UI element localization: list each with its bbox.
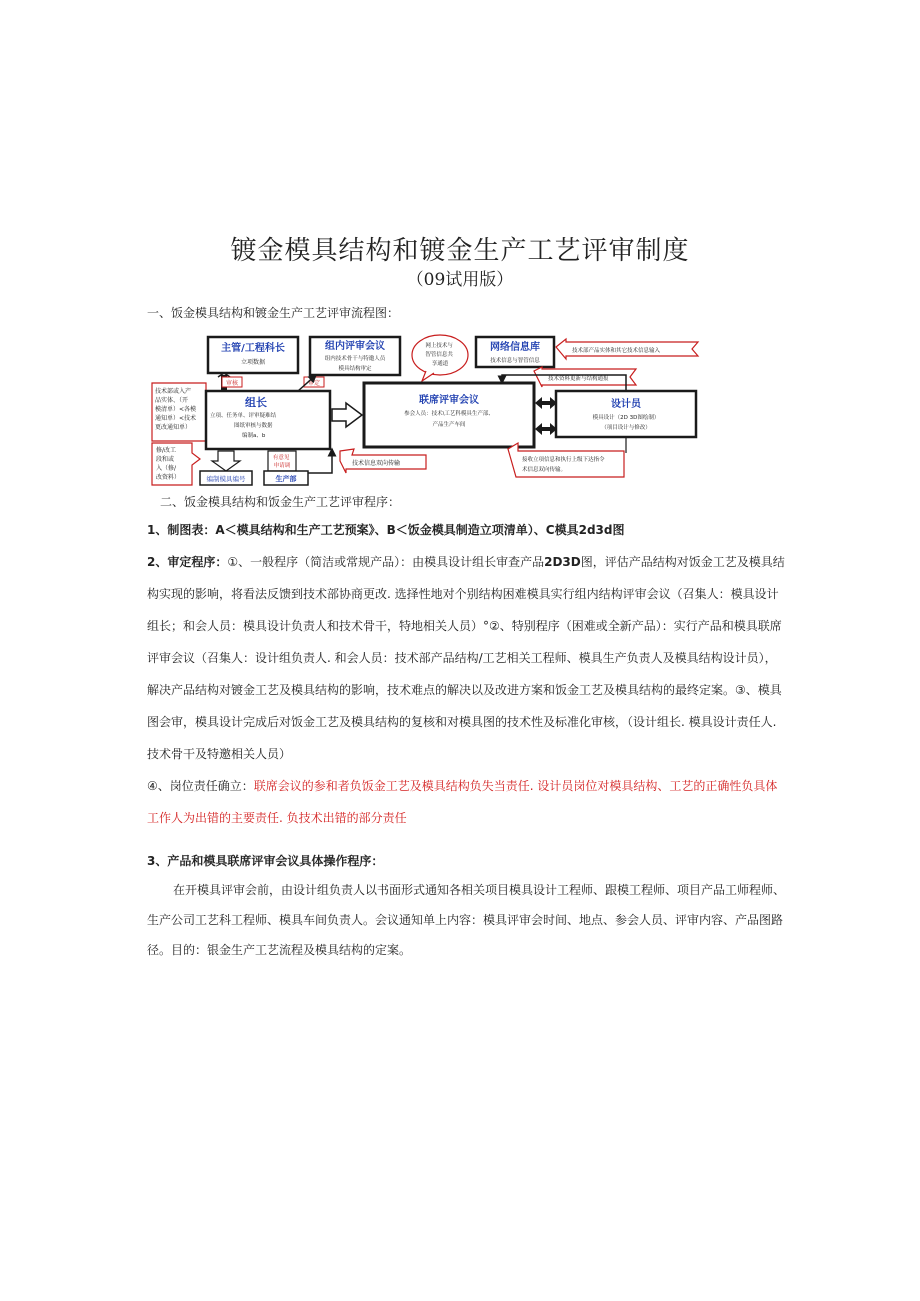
box-group-review-sub2: 模具结构审定 (338, 366, 372, 372)
box-joint-title: 联席评审会议 (419, 395, 479, 406)
box-leader-sub-line: 编制a、b (242, 433, 266, 439)
arrow-tech-input-label: 技术部产品实体和其它技术信息输入 (572, 348, 661, 354)
box-network (476, 337, 554, 367)
box-group-review (310, 337, 400, 375)
item-3-body-text: 在开模具评审会前，由设计组负责人以书面形式通知各相关项目模具设计工程师、跟模工程师、项目产品工师程师、生产公司工艺科工程师、模具车间负责人。会议通知单上内容：模具评审会时间、地点、参会人员、评审内容、产品图路径。目的：银金生产工艺流程及模具结构的定案。 (147, 883, 786, 957)
flowchart (146, 333, 702, 488)
section-1-heading: 一、饭金模具结构和镀金生产工艺评审流程图： (147, 306, 400, 320)
side-note-1-line: 模清单）<各模 (155, 406, 197, 413)
note-sync-bubble (412, 335, 468, 381)
arrow-receive-line: 接收立项信息和执行上级下达指令 (522, 457, 605, 463)
box-designer-sub2: （项目设计与修改） (601, 425, 651, 431)
arrow-info-both-label: 技术信息双向传输 (352, 460, 401, 467)
item-2 (147, 546, 787, 770)
connector-production-joint (308, 449, 332, 473)
item-4-prefix: ④、岗位责任确立： (147, 779, 254, 793)
arrow-joint-designer (535, 391, 557, 435)
box-dispute-line: 有意见 (272, 455, 290, 461)
side-note-modify (152, 443, 200, 485)
item-2-body: ①、一般程序（简洁或常规产品）：由模具设计组长审查产品 (227, 555, 545, 569)
item-3-body (147, 875, 787, 965)
arrow-leader-down (212, 451, 240, 471)
side-note-1-line: 通知单）<技术 (155, 415, 197, 422)
note-sync-line: 享通道 (431, 361, 449, 367)
box-group-review-sub1: 组内技术骨干与特邀人员 (324, 356, 386, 362)
box-leader (206, 391, 330, 449)
note-sync-line: 智管信息共 (425, 352, 453, 358)
box-manager-sub: 立项数据 (240, 359, 266, 366)
box-group-review-title: 组内评审会议 (325, 341, 385, 352)
box-mold-number-label: 编制模具编号 (206, 475, 246, 483)
badge-approve-1: 审核 (225, 380, 239, 387)
document-title: 镀金模具结构和镀金生产工艺评审制度 (230, 236, 690, 266)
box-leader-title: 组长 (245, 396, 267, 409)
box-leader-sub-line: 立项、任务单、评审疑难结 (210, 413, 277, 419)
side-note-2-line: 段和或 (156, 456, 175, 463)
item-4 (147, 770, 787, 834)
box-designer-title: 设计员 (611, 399, 641, 410)
box-network-sub: 技术信息与智管信息 (490, 358, 540, 364)
note-sync-line: 网上技术与 (425, 343, 453, 349)
box-joint-sub2: 产品生产车间 (432, 422, 466, 428)
box-joint-sub1: 参会人员：技术\工艺科模具生产部、 (404, 411, 494, 417)
box-leader-sub-line: 图纸审核与数据 (234, 423, 273, 429)
item-2-rest: 图，评估产品结构对饭金工艺及模具结构实现的影响，将看法反馈到技术部协商更改. 选择性地对个别结构困难模具实行组内结构评审会议（召集人：模具设计组长；和会人员：模具设计负责人和技术骨干，特地相关人员）°②、特别程序（困难或全新产品）：实行产品和模具联席评审会议（召集人：设计组负责人. 和会人员：技术部产品结构/工艺相关工程师、模具生产负责人及模具结构设计员），解决产品结构对镀金工艺及模具结构的影响，技术难点的解决以及改进方案和饭金工艺及模具结构的最终定案。③、模具图会审，模具设计完成后对饭金工艺及模具结构的复核和对模具图的技术性及标准化审核，（设计组长. 模具设计责任人. 技术骨干及特邀相关人员） (147, 555, 785, 761)
arrow-leader-joint (332, 403, 362, 427)
side-note-1-line: 更改通知单） (155, 424, 192, 431)
side-note-2-line: 入（修/ (156, 465, 177, 472)
side-note-2-line: 修/改工 (156, 447, 177, 454)
box-designer-sub1: 模具设计（2D 3D图绘制） (592, 415, 660, 421)
side-note-2-line: 改资料） (156, 474, 181, 481)
item-3: 3、产品和模具联席评审会议具体操作程序： (147, 854, 384, 868)
box-dispute-line: 申请调 (273, 463, 291, 469)
section-2-heading: 二、饭金模具结构和饭金生产工艺评审程序： (160, 495, 401, 509)
box-manager-title: 主管/工程科长 (221, 343, 285, 354)
arrow-tech-input (556, 339, 698, 359)
arrow-receive-line: 术信息双向传输。 (522, 467, 567, 473)
box-joint-review (364, 383, 534, 447)
box-production-label: 生产部 (275, 475, 297, 483)
item-4-red: 联席会议的参和者负饭金工艺及模具结构负失当责任. 设计员岗位对模具结构、工艺的正确性负具体工作人为出错的主要责任. 负技术出错的部分责任 (147, 779, 778, 825)
item-2-bold: 2D3D (544, 555, 581, 569)
box-mold-number (200, 471, 252, 485)
arrow-tech-update (534, 367, 636, 387)
box-network-title: 网络信息库 (490, 342, 540, 353)
item-1: 1、制图表：A＜模具结构和生产工艺预案》、B＜饭金模具制造立项清单）、C模具2d3d图 (147, 523, 625, 537)
document-subtitle: （09试用版） (406, 270, 514, 290)
badge-approve-2: 审定 (307, 380, 321, 387)
arrow-info-both (340, 449, 426, 473)
box-designer (556, 391, 696, 437)
arrow-tech-update-label: 技术资料更新与结构通报 (548, 376, 609, 382)
box-production (264, 471, 308, 485)
box-manager (208, 337, 298, 373)
item-2-prefix: 2、审定程序： (147, 555, 228, 569)
side-note-1-line: 技术部或入产 (155, 388, 192, 395)
side-note-1-line: 品实体、（开 (155, 397, 189, 404)
box-dispute (268, 451, 296, 471)
